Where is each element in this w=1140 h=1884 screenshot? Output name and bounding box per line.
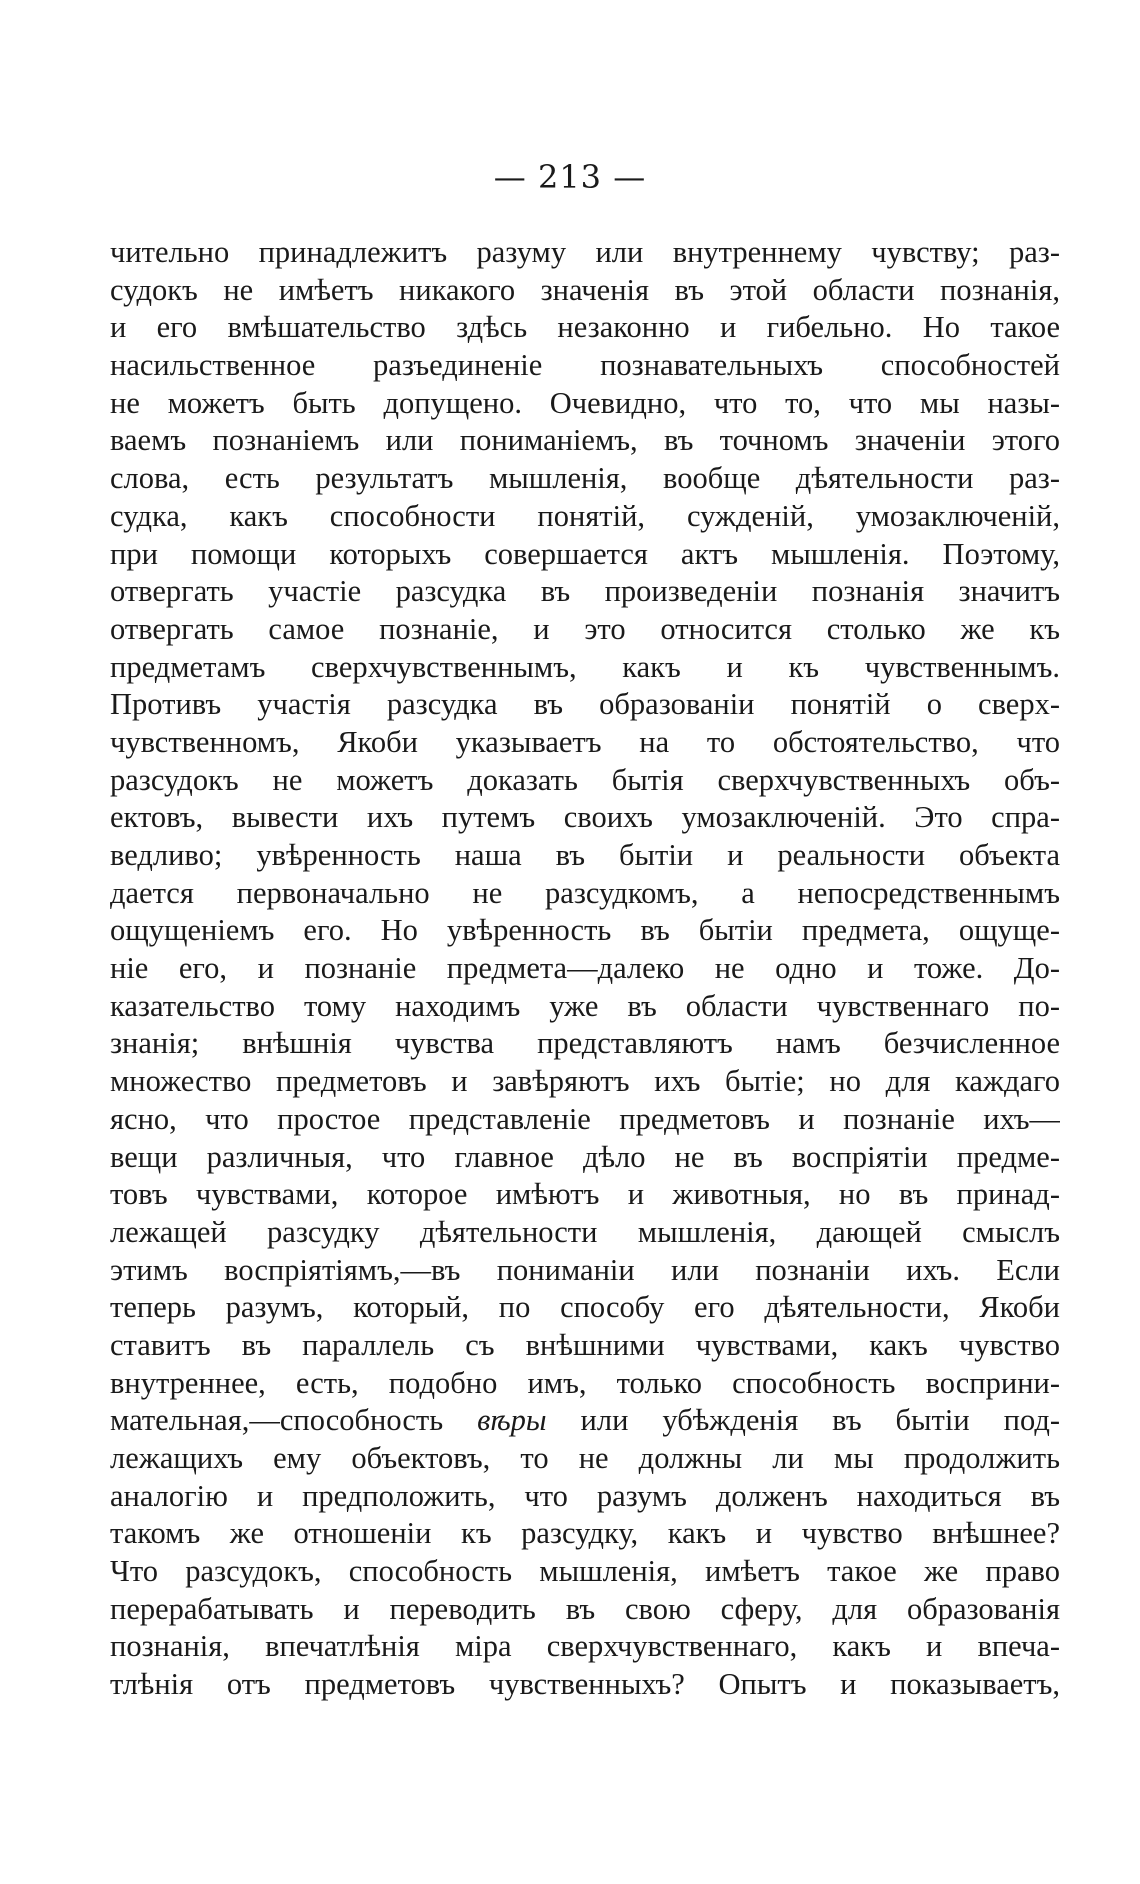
- text-line-9: при помощи которыхъ совершается актъ мышленія. Поэтому,: [110, 536, 1060, 571]
- text-line-39: тлѣнія отъ предметовъ чувственныхъ? Опытъ и показываетъ,: [110, 1667, 1060, 1702]
- text-line-27: лежащей разсудку дѣятельности мышленія, дающей смыслъ: [110, 1214, 1060, 1249]
- text-line-17: ведливо; увѣренность наша въ бытіи и реальности объекта: [110, 838, 1060, 872]
- text-line-3: и его вмѣшательство здѣсь незаконно и гибельно. Но такое: [110, 310, 1060, 345]
- text-line-7: слова, есть результатъ мышленія, вообще дѣятельности раз-: [110, 461, 1060, 496]
- text-line-34: аналогію и предположить, что разумъ долженъ находиться въ: [110, 1478, 1060, 1513]
- page-number: — 213 —: [493, 158, 647, 196]
- text-line-11: отвергать самое познаніе, и это относится столько же къ: [110, 611, 1060, 646]
- text-line-5: не можетъ быть допущено. Очевидно, что то, что мы назы-: [110, 385, 1060, 420]
- text-line-23: множество предметовъ и завѣряютъ ихъ бытіе; но для каждаго: [110, 1064, 1060, 1099]
- text-line-22: знанія; внѣшнія чувства представляютъ намъ безчисленное: [110, 1026, 1060, 1061]
- text-line-26: товъ чувствами, которое имѣютъ и животныя, но въ принад-: [110, 1177, 1060, 1212]
- text-line-25: вещи различныя, что главное дѣло не въ воспріятіи предме-: [110, 1139, 1060, 1174]
- body-text: [110, 234, 1060, 1704]
- text-line-32-start: мательная,—способность: [110, 1403, 478, 1438]
- text-line-38: познанія, впечатлѣнія міра сверхчувственнаго, какъ и впеча-: [110, 1629, 1060, 1664]
- text-line-37: перерабатывать и переводить въ свою сферу, для образованія: [110, 1591, 1060, 1626]
- text-line-36: Что разсудокъ, способность мышленія, имѣетъ такое же право: [110, 1554, 1060, 1589]
- text-line-35: такомъ же отношеніи къ разсудку, какъ и чувство внѣшнее?: [110, 1516, 1060, 1551]
- text-line-6: ваемъ познаніемъ или пониманіемъ, въ точномъ значеніи этого: [110, 423, 1060, 458]
- text-line-12: предметамъ сверхчувственнымъ, какъ и къ чувственнымъ.: [110, 649, 1060, 684]
- text-line-30: ставитъ въ параллель съ внѣшними чувствами, какъ чувство: [110, 1327, 1060, 1362]
- italic-word: вѣры: [477, 1403, 547, 1438]
- text-line-13: Противъ участія разсудка въ образованіи понятій о сверх-: [110, 687, 1060, 722]
- text-line-18: дается первоначально не разсудкомъ, а непосредственнымъ: [110, 875, 1060, 910]
- text-line-28: этимъ воспріятіямъ,—въ пониманіи или познаніи ихъ. Если: [110, 1252, 1060, 1287]
- text-line-10: отвергать участіе разсудка въ произведеніи познанія значитъ: [110, 574, 1060, 609]
- text-line-33: лежащихъ ему объектовъ, то не должны ли мы продолжить: [110, 1441, 1060, 1475]
- text-line-29: теперь разумъ, который, по способу его дѣятельности, Якоби: [110, 1290, 1060, 1325]
- text-line-31: внутреннее, есть, подобно имъ, только способность восприни-: [110, 1365, 1060, 1400]
- text-line-1: чительно принадлежитъ разуму или внутреннему чувству; раз-: [110, 235, 1060, 269]
- text-line-15: разсудокъ не можетъ доказать бытія сверхчувственныхъ объ-: [110, 762, 1060, 797]
- text-line-32-end: или убѣжденія въ бытіи под-: [546, 1403, 1060, 1438]
- text-line-32: [110, 1402, 1060, 1440]
- text-line-19: ощущеніемъ его. Но увѣренность въ бытіи предмета, ощуще-: [110, 913, 1060, 948]
- text-line-20: ніе его, и познаніе предмета—далеко не одно и тоже. До-: [110, 951, 1060, 986]
- text-line-14: чувственномъ, Якоби указываетъ на то обстоятельство, что: [110, 724, 1060, 759]
- text-line-4: насильственное разъединеніе познавательныхъ способностей: [110, 348, 1060, 383]
- text-line-2: судокъ не имѣетъ никакого значенія въ этой области познанія,: [110, 272, 1060, 307]
- text-line-21: казательство тому находимъ уже въ области чувственнаго по-: [110, 988, 1060, 1023]
- text-line-8: судка, какъ способности понятій, сужденій, умозаключеній,: [110, 498, 1060, 533]
- text-line-16: ектовъ, вывести ихъ путемъ своихъ умозаключеній. Это спра-: [110, 800, 1060, 835]
- text-line-24: ясно, что простое представленіе предметовъ и познаніе ихъ—: [110, 1101, 1060, 1136]
